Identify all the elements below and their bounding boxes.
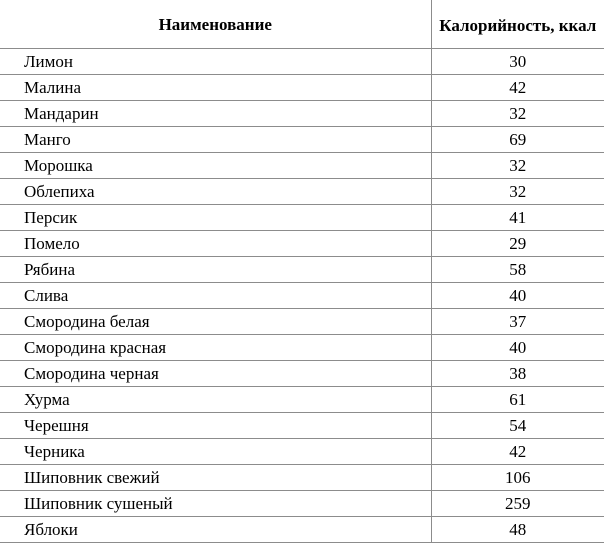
row-calories-cell: 48: [431, 517, 604, 543]
row-name-cell: Смородина черная: [0, 361, 431, 387]
table-row: [0, 413, 604, 439]
table-row: [0, 231, 604, 257]
table-row: [0, 127, 604, 153]
row-name-cell: Шиповник сушеный: [0, 491, 431, 517]
row-name-cell: Черешня: [0, 413, 431, 439]
row-calories-cell: 106: [431, 465, 604, 491]
table-row: [0, 153, 604, 179]
row-name-cell: Морошка: [0, 153, 431, 179]
row-name-cell: Малина: [0, 75, 431, 101]
table-row: [0, 439, 604, 465]
row-name-cell: Лимон: [0, 49, 431, 75]
row-name-cell: Персик: [0, 205, 431, 231]
table-row: [0, 465, 604, 491]
row-name-cell: Манго: [0, 127, 431, 153]
row-calories-cell: 42: [431, 75, 604, 101]
table-row: [0, 309, 604, 335]
table-row: [0, 49, 604, 75]
table-row: [0, 283, 604, 309]
row-calories-cell: 259: [431, 491, 604, 517]
row-name-cell: Облепиха: [0, 179, 431, 205]
row-name-cell: Мандарин: [0, 101, 431, 127]
row-calories-cell: 30: [431, 49, 604, 75]
header-name: Наименование: [0, 0, 431, 49]
row-calories-cell: 42: [431, 439, 604, 465]
row-calories-cell: 54: [431, 413, 604, 439]
table-row: [0, 335, 604, 361]
row-calories-cell: 58: [431, 257, 604, 283]
row-name-cell: Рябина: [0, 257, 431, 283]
row-name-cell: Помело: [0, 231, 431, 257]
row-calories-cell: 40: [431, 283, 604, 309]
table-row: [0, 75, 604, 101]
row-calories-cell: 32: [431, 101, 604, 127]
table-row: [0, 361, 604, 387]
row-calories-cell: 41: [431, 205, 604, 231]
table-row: [0, 101, 604, 127]
table-body: [0, 49, 604, 543]
row-calories-cell: 40: [431, 335, 604, 361]
row-name-cell: Яблоки: [0, 517, 431, 543]
row-name-cell: Смородина белая: [0, 309, 431, 335]
table-row: [0, 387, 604, 413]
row-name-cell: Шиповник свежий: [0, 465, 431, 491]
row-calories-cell: 29: [431, 231, 604, 257]
row-calories-cell: 69: [431, 127, 604, 153]
row-name-cell: Черника: [0, 439, 431, 465]
table-row: [0, 179, 604, 205]
table-row: [0, 517, 604, 543]
row-calories-cell: 32: [431, 153, 604, 179]
row-calories-cell: 32: [431, 179, 604, 205]
row-name-cell: Слива: [0, 283, 431, 309]
row-name-cell: Хурма: [0, 387, 431, 413]
table-header-row: [0, 0, 604, 49]
header-calories: Калорийность, ккал: [431, 0, 604, 49]
row-calories-cell: 61: [431, 387, 604, 413]
table-row: [0, 257, 604, 283]
table-row: [0, 491, 604, 517]
row-calories-cell: 38: [431, 361, 604, 387]
table-row: [0, 205, 604, 231]
row-name-cell: Смородина красная: [0, 335, 431, 361]
row-calories-cell: 37: [431, 309, 604, 335]
